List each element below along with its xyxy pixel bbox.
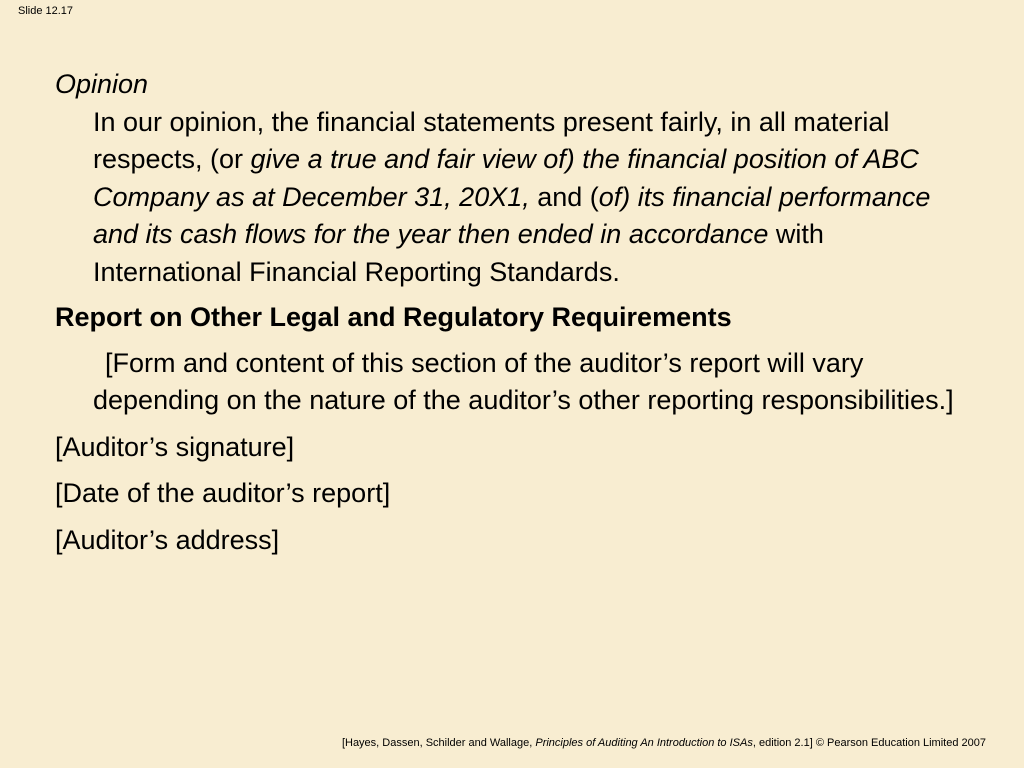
auditor-address: [Auditor’s address] xyxy=(55,524,280,555)
other-requirements-text: [Form and content of this section of the auditor’s report will vary depending on the nature of the auditor’s other reporting responsibilities.] xyxy=(93,347,954,415)
footer-authors: [Hayes, Dassen, Schilder and Wallage, xyxy=(341,737,536,749)
auditor-report-date: [Date of the auditor’s report] xyxy=(55,478,391,508)
opinion-heading: Opinion xyxy=(55,69,149,99)
footer-book-title: Principles of Auditing An Introduction to ISAs xyxy=(535,737,753,749)
auditor-signature: [Auditor’s signature] xyxy=(55,431,295,462)
other-requirements-heading: Report on Other Legal and Regulatory Requirements xyxy=(55,302,732,332)
opinion-text-5: with International Financial Reporting Standards. xyxy=(93,219,824,287)
opinion-paragraph xyxy=(55,104,975,292)
opinion-text-1: In our opinion, the financial statements present fairly, in all material respects, (or xyxy=(93,106,890,174)
opinion-text-4: of) its financial performance and its cash flows for the year then ended in accordance xyxy=(93,181,931,249)
other-requirements-paragraph xyxy=(55,345,975,420)
citation-footer xyxy=(342,737,986,749)
slide-number: Slide 12.17 xyxy=(18,5,74,17)
opinion-text-3: and ( xyxy=(529,181,599,212)
footer-edition: , edition 2.1] © Pearson Education Limited 2007 xyxy=(752,737,986,749)
slide-content xyxy=(55,66,975,559)
opinion-text-2: give a true and fair view of) the financial position of ABC Company as at December 31, 20X1, xyxy=(93,144,919,212)
